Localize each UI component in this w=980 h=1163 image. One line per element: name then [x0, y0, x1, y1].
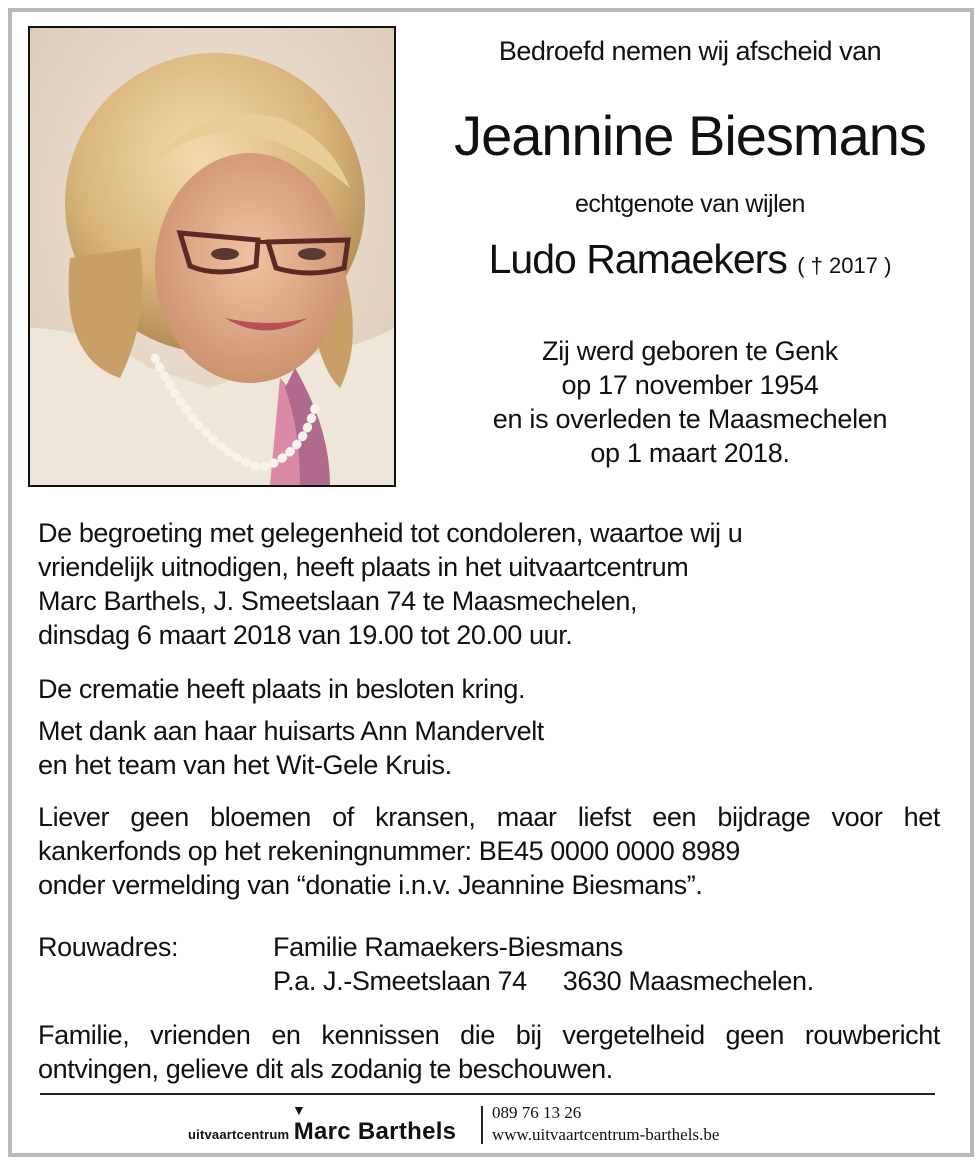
text-line: onder vermelding van “donatie i.n.v. Jeannine Biesmans”. [38, 870, 703, 900]
triangle-icon: ▼ [292, 1102, 306, 1118]
birth-date: op 17 november 1954 [561, 370, 819, 400]
text-line: vriendelijk uitnodigen, heeft plaats in het uitvaartcentrum [38, 552, 689, 582]
logo-big-text: Marc Barthels [293, 1118, 457, 1145]
address-street: P.a. J.-Smeetslaan 74 [273, 966, 527, 996]
phone-number: 089 76 13 26 [492, 1103, 582, 1122]
footer [0, 1098, 980, 1148]
text-line: Familie, vrienden en kennissen die bij vergetelheid geen rouwbericht [38, 1020, 940, 1050]
spouse-death: ( † 2017 ) [797, 253, 892, 278]
closing-paragraph [38, 1018, 940, 1086]
funeral-home-logo [188, 1102, 457, 1146]
address-city: 3630 Maasmechelen. [562, 966, 814, 996]
spouse-name: Ludo Ramaekers [488, 236, 787, 282]
text-line: en het team van het Wit-Gele Kruis. [38, 750, 452, 780]
portrait-photo [28, 26, 396, 487]
spouse-label: echtgenote van wijlen [575, 190, 805, 218]
website-link[interactable]: www.uitvaartcentrum-barthels.be [492, 1125, 720, 1144]
thanks-paragraph [38, 714, 940, 782]
text-line: dinsdag 6 maart 2018 van 19.00 tot 20.00 uur. [38, 620, 573, 650]
birth-line: Zij werd geboren te Genk [542, 336, 838, 366]
death-line: en is overleden te Maasmechelen [492, 404, 888, 434]
intro-line: Bedroefd nemen wij afscheid van [498, 36, 882, 66]
logo-small-text: uitvaartcentrum [188, 1127, 290, 1142]
address-block [38, 930, 940, 998]
text-line: kankerfonds op het rekeningnummer: BE45 0000 0000 8989 [38, 836, 740, 866]
birth-death-block [400, 334, 980, 470]
text-line: De begroeting met gelegenheid tot condoleren, waartoe wij u [38, 518, 743, 548]
footer-divider [40, 1093, 935, 1095]
visitation-paragraph [38, 516, 940, 652]
address-details [273, 930, 940, 998]
address-family: Familie Ramaekers-Biesmans [273, 932, 623, 962]
death-date: op 1 maart 2018. [590, 438, 790, 468]
address-line [273, 964, 940, 998]
text-line: Marc Barthels, J. Smeetslaan 74 te Maasmechelen, [38, 586, 638, 616]
footer-contact [492, 1102, 719, 1146]
text-line: Met dank aan haar huisarts Ann Mandervelt [38, 716, 544, 746]
spouse-line [400, 236, 980, 283]
text-line: ontvingen, gelieve dit als zodanig te beschouwen. [38, 1054, 613, 1084]
deceased-name: Jeannine Biesmans [454, 104, 926, 167]
footer-separator [481, 1106, 483, 1144]
portrait-illustration [30, 28, 394, 485]
text-line: Liever geen bloemen of kransen, maar liefst een bijdrage voor het [38, 802, 940, 832]
cremation-paragraph: De crematie heeft plaats in besloten kring. [38, 674, 526, 704]
donation-paragraph [38, 800, 940, 902]
address-label: Rouwadres: [38, 932, 179, 962]
